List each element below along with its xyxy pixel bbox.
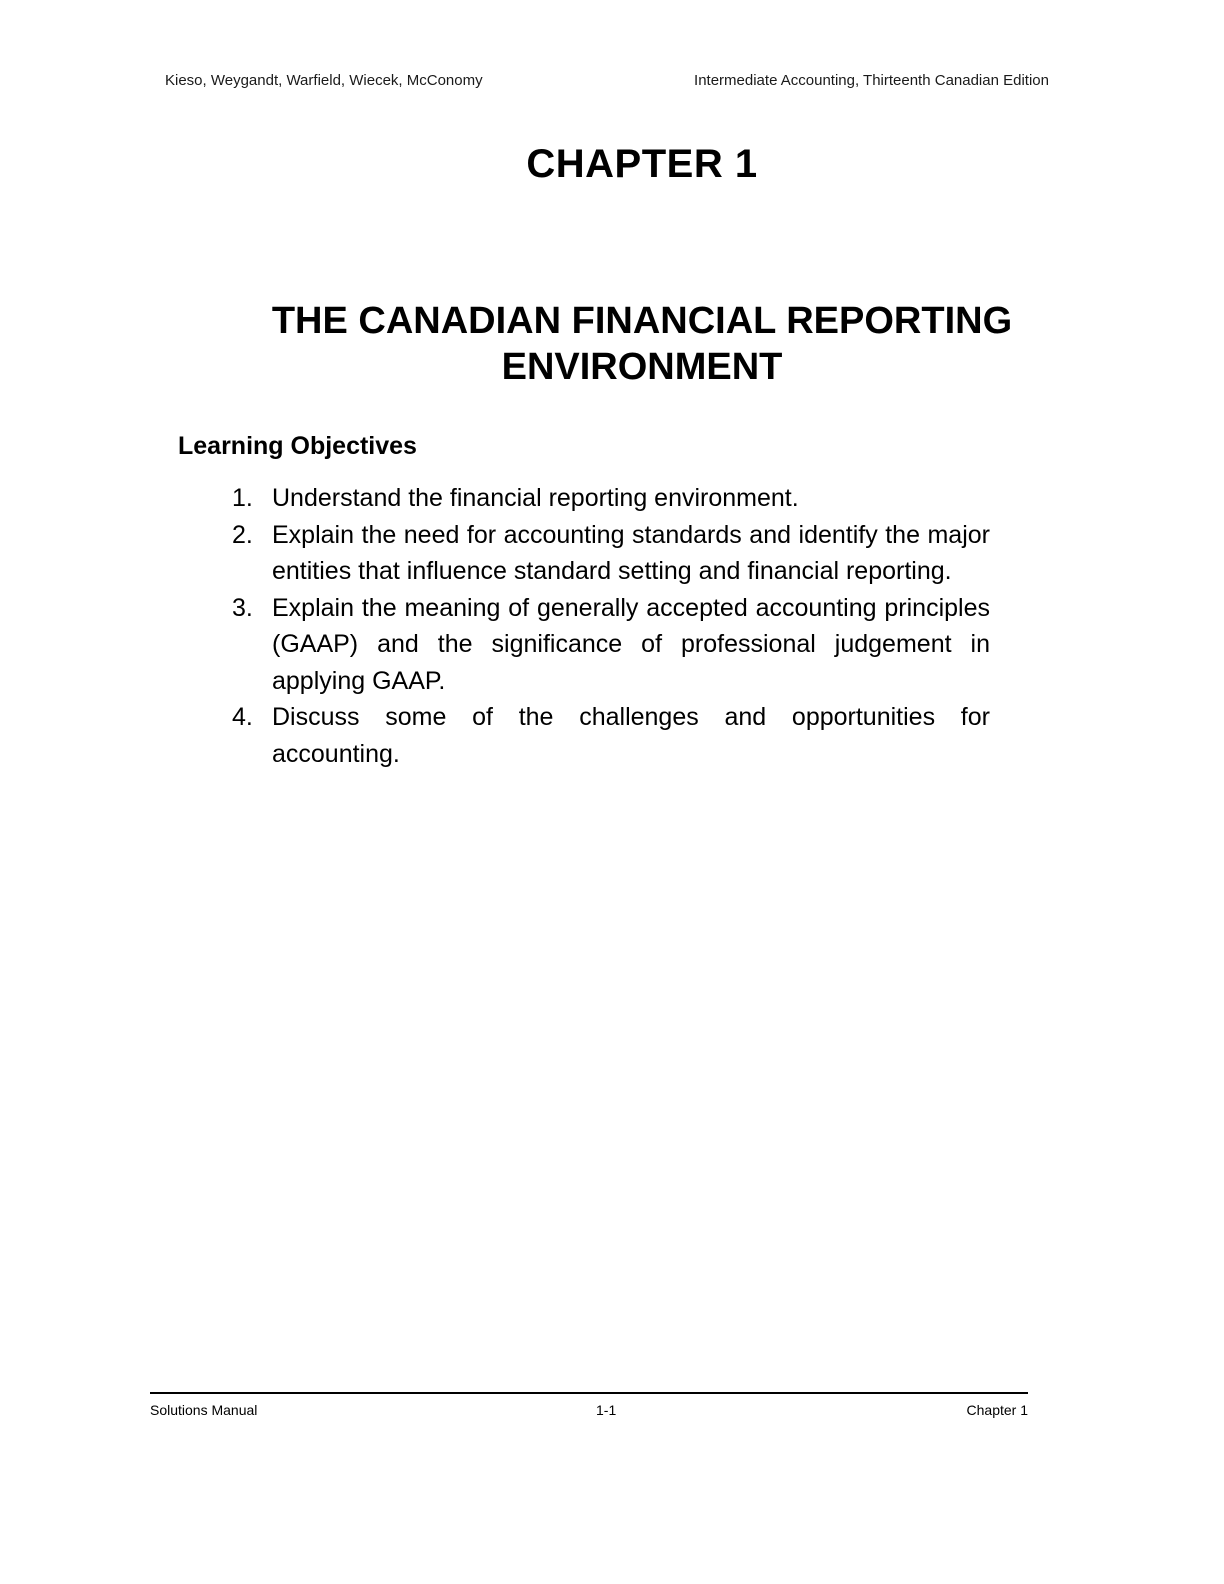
chapter-title-line-1: THE CANADIAN FINANCIAL REPORTING [271, 300, 1013, 342]
header-authors: Kieso, Weygandt, Warfield, Wiecek, McConomy [165, 72, 483, 89]
list-item-number: 3. [232, 593, 253, 622]
list-item-text: Discuss some of the challenges and opportunities for accounting. [272, 703, 990, 768]
chapter-title-line-2: ENVIRONMENT [501, 346, 783, 388]
chapter-title [200, 298, 1084, 390]
learning-objectives-list [232, 480, 990, 772]
footer-chapter-label: Chapter 1 [966, 1402, 1028, 1418]
list-item-number: 4. [232, 703, 253, 731]
list-item-number: 1. [232, 484, 253, 512]
list-item-text: Explain the meaning of generally accepted accounting principles (GAAP) and the significance of professional judgement in applying GAAP. [272, 593, 990, 695]
list-item-text: Understand the financial reporting environment. [272, 484, 799, 512]
footer-page-number: 1-1 [596, 1402, 617, 1418]
list-item [232, 517, 990, 590]
footer-manual-label: Solutions Manual [150, 1402, 258, 1418]
running-footer [150, 1402, 1028, 1422]
list-item-text: Explain the need for accounting standards and identify the major entities that influence standard setting and financial reporting. [272, 520, 990, 585]
list-item [232, 480, 990, 517]
list-item [232, 590, 990, 700]
header-book-title: Intermediate Accounting, Thirteenth Canadian Edition [694, 72, 1049, 89]
list-item [232, 699, 990, 772]
chapter-heading: CHAPTER 1 [526, 142, 758, 186]
list-item-number: 2. [232, 520, 253, 549]
footer-divider [150, 1392, 1028, 1394]
running-header [165, 72, 1049, 94]
learning-objectives-heading: Learning Objectives [178, 432, 417, 460]
